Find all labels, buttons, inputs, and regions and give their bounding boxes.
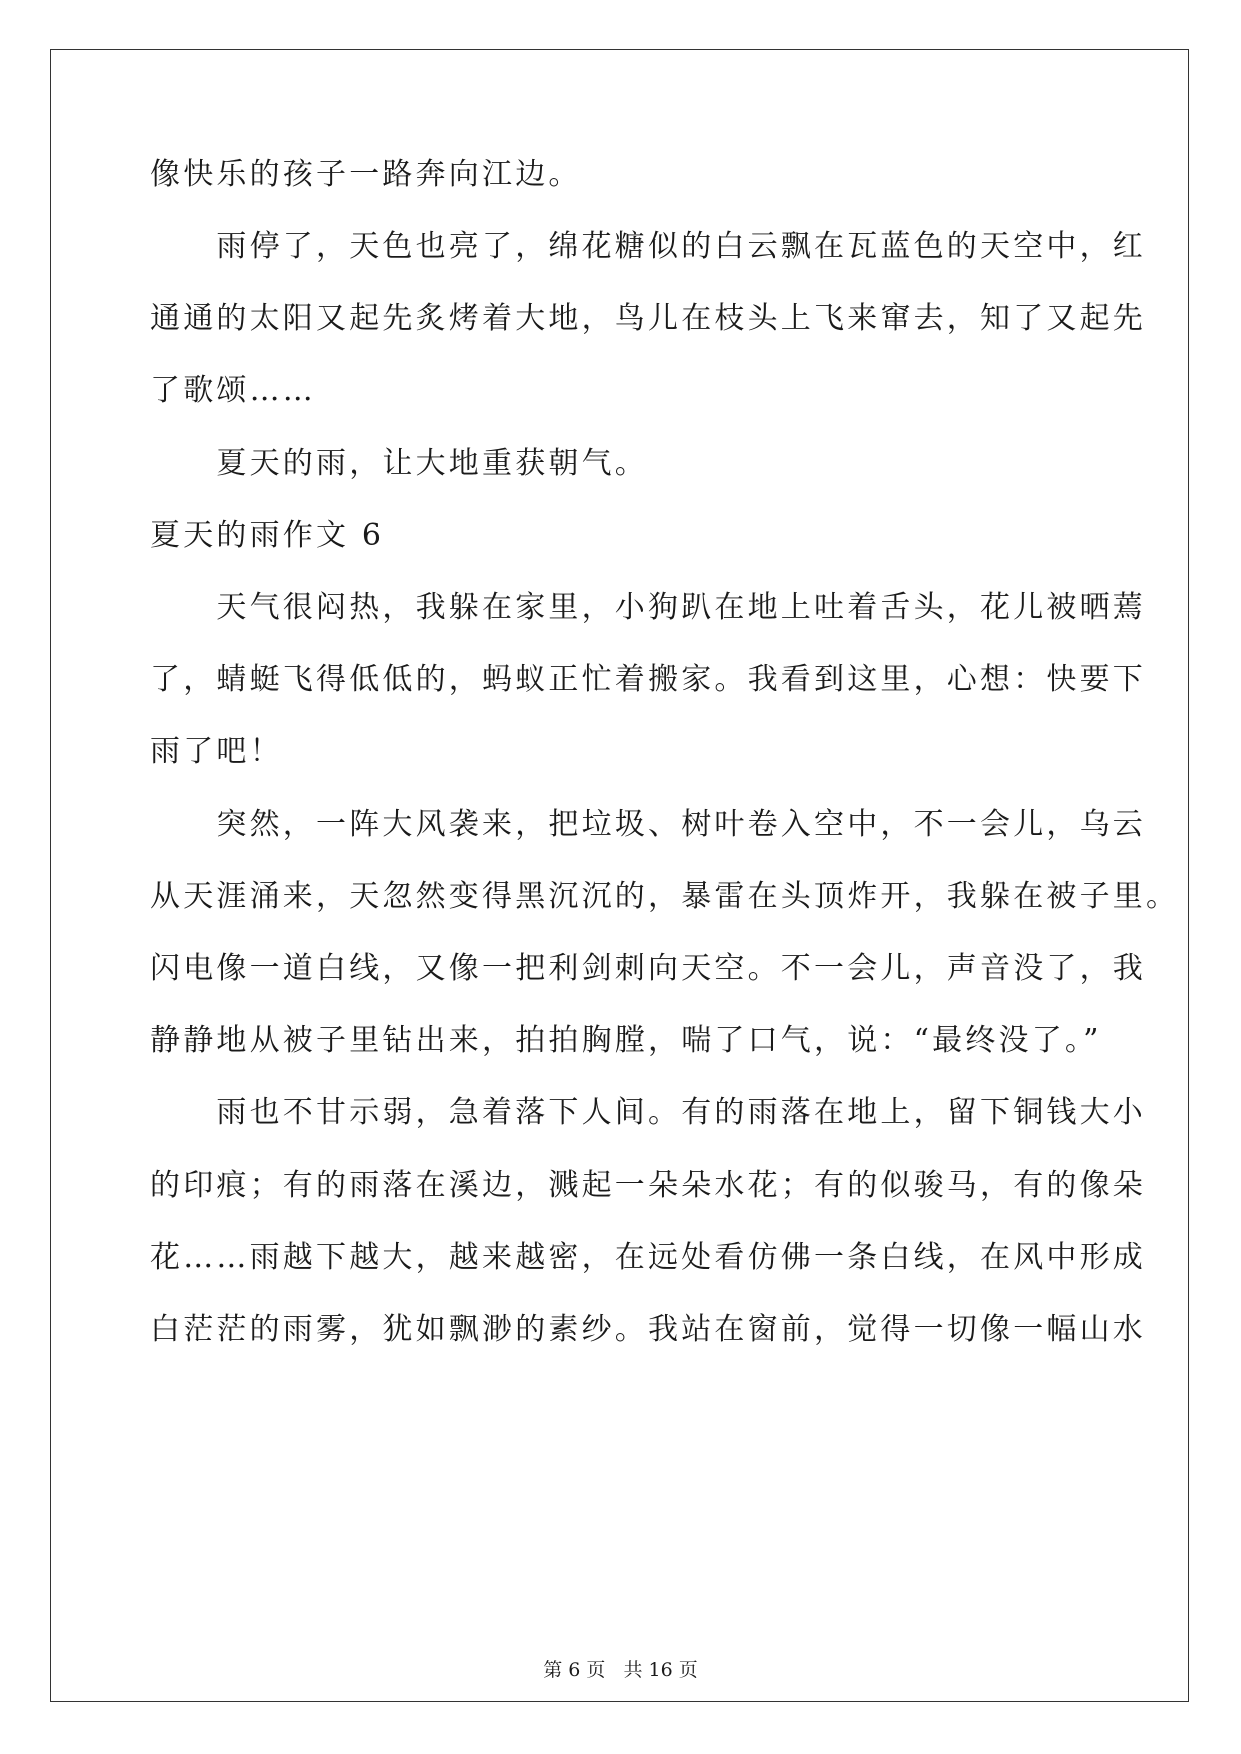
- text-line: 闪电像一道白线，又像一把利剑刺向天空。不一会儿，声音没了，我: [150, 951, 1146, 986]
- text-line: 了歌颂……: [150, 373, 316, 408]
- text-line: 夏天的雨，让大地重获朝气。: [150, 446, 648, 481]
- text-line: 的印痕；有的雨落在溪边，溅起一朵朵水花；有的似骏马，有的像朵: [150, 1168, 1146, 1203]
- text-line: 雨停了，天色也亮了，绵花糖似的白云飘在瓦蓝色的天空中，红: [150, 229, 1146, 264]
- text-line: 天气很闷热，我躲在家里，小狗趴在地上吐着舌头，花儿被晒蔫: [150, 590, 1146, 625]
- text-line: 突然，一阵大风袭来，把垃圾、树叶卷入空中，不一会儿，乌云: [150, 807, 1146, 842]
- text-line: 雨了吧！: [150, 734, 283, 769]
- text-line: 雨也不甘示弱，急着落下人间。有的雨落在地上，留下铜钱大小: [150, 1095, 1146, 1130]
- text-line: 花……雨越下越大，越来越密，在远处看仿佛一条白线，在风中形成: [150, 1240, 1146, 1275]
- page-total: 共 16 页: [623, 1659, 698, 1681]
- page-number: 第 6 页: [543, 1659, 606, 1681]
- text-line: 了，蜻蜓飞得低低的，蚂蚁正忙着搬家。我看到这里，心想：快要下: [150, 662, 1146, 697]
- text-line: 通通的太阳又起先炙烤着大地，鸟儿在枝头上飞来窜去，知了又起先: [150, 301, 1146, 336]
- page-border: [50, 49, 1189, 1702]
- section-heading: 夏天的雨作文 6: [150, 518, 385, 553]
- text-line: 像快乐的孩子一路奔向江边。: [150, 157, 582, 192]
- page-footer: [0, 1655, 1241, 1682]
- text-line: 静静地从被子里钻出来，拍拍胸膛，喘了口气，说：“最终没了。”: [150, 1023, 1102, 1058]
- text-line: 白茫茫的雨雾，犹如飘渺的素纱。我站在窗前，觉得一切像一幅山水: [150, 1312, 1146, 1347]
- text-line: 从天涯涌来，天忽然变得黑沉沉的，暴雷在头顶炸开，我躲在被子里。: [150, 879, 1180, 914]
